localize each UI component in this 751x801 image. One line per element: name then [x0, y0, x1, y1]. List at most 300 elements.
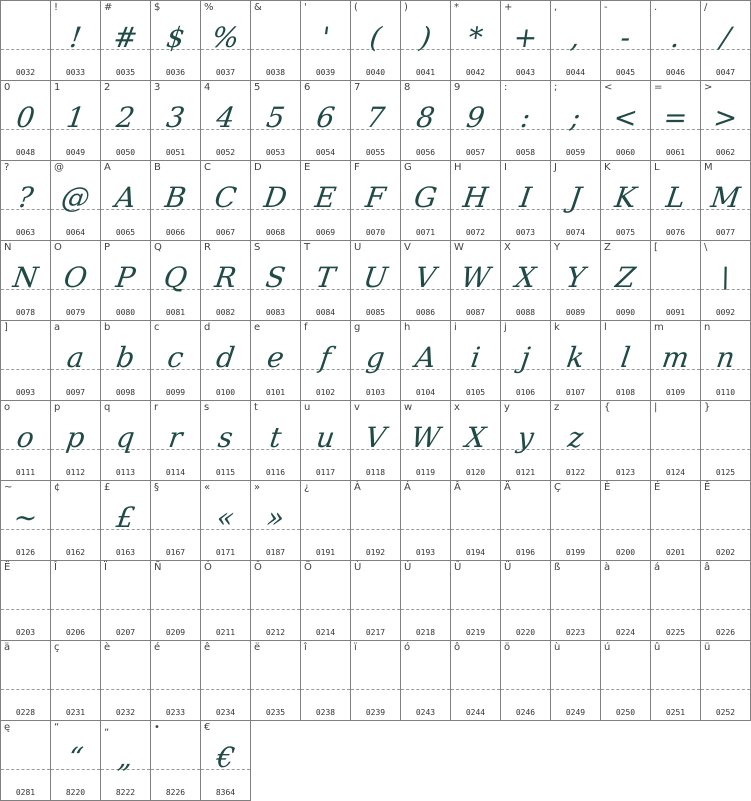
glyph-sample: r — [166, 421, 185, 454]
glyph-cell — [200, 240, 250, 320]
char-code: 8222 — [115, 788, 136, 797]
glyph-cell — [650, 480, 700, 560]
char-label: î — [304, 642, 307, 653]
glyph-cell — [500, 560, 550, 640]
char-label: Ä — [504, 482, 511, 493]
glyph-cell — [100, 400, 150, 480]
char-code: 0057 — [465, 148, 486, 157]
glyph-cell — [50, 480, 100, 560]
baseline-guide — [551, 529, 600, 530]
char-code: 0093 — [15, 388, 36, 397]
char-code: 0059 — [565, 148, 586, 157]
glyph-cell — [400, 0, 450, 80]
glyph-sample: = — [661, 101, 690, 134]
char-label: @ — [54, 162, 64, 173]
glyph-sample: W — [458, 261, 493, 294]
glyph-sample: H — [461, 181, 491, 214]
glyph-sample: M — [708, 181, 743, 214]
char-label: ú — [604, 642, 611, 653]
glyph-sample: £ — [114, 501, 137, 534]
glyph-sample: 8 — [414, 101, 437, 134]
char-code: 0101 — [265, 388, 286, 397]
char-code: 0220 — [515, 628, 536, 637]
char-label: Y — [554, 242, 561, 253]
glyph-cell — [150, 720, 200, 801]
glyph-cell — [450, 400, 500, 480]
glyph-sample: S — [263, 261, 288, 294]
char-label: ; — [554, 82, 558, 93]
glyph-cell — [600, 320, 650, 400]
glyph-sample: f — [318, 341, 334, 374]
glyph-cell — [650, 80, 700, 160]
glyph-cell — [400, 640, 450, 721]
char-code: 8226 — [165, 788, 186, 797]
char-code: 0281 — [15, 788, 36, 797]
char-code: 0238 — [315, 708, 336, 717]
char-code: 0209 — [165, 628, 186, 637]
glyph-cell — [650, 640, 700, 721]
char-code: 0053 — [265, 148, 286, 157]
glyph-sample: g — [364, 341, 387, 374]
baseline-guide — [651, 289, 700, 290]
glyph-sample: B — [162, 181, 189, 214]
char-code: 0211 — [215, 628, 236, 637]
char-code: 0203 — [15, 628, 36, 637]
glyph-cell — [500, 160, 550, 240]
char-label: o — [4, 402, 11, 413]
glyph-sample: « — [214, 501, 237, 534]
char-label: c — [154, 322, 160, 333]
glyph-sample: ? — [15, 181, 36, 214]
baseline-guide — [101, 689, 150, 690]
char-label: - — [604, 2, 608, 13]
char-code: 0078 — [15, 308, 36, 317]
glyph-sample: ' — [319, 21, 332, 54]
glyph-sample: j — [518, 341, 533, 374]
char-code: 0235 — [265, 708, 286, 717]
baseline-guide — [451, 689, 500, 690]
baseline-guide — [601, 449, 650, 450]
glyph-sample: l — [618, 341, 633, 374]
glyph-sample: Z — [613, 261, 638, 294]
glyph-cell — [600, 0, 650, 80]
char-code: 0214 — [315, 628, 336, 637]
char-code: 0111 — [15, 468, 36, 477]
char-code: 0084 — [315, 308, 336, 317]
char-code: 0062 — [715, 148, 736, 157]
char-code: 0082 — [215, 308, 236, 317]
char-code: 0041 — [415, 68, 436, 77]
glyph-cell — [250, 0, 300, 80]
char-label: O — [54, 242, 62, 253]
char-code: 0163 — [115, 548, 136, 557]
baseline-guide — [201, 609, 250, 610]
char-label: N — [4, 242, 12, 253]
glyph-sample: “ — [66, 741, 86, 774]
char-label: ë — [254, 642, 261, 653]
glyph-sample: * — [466, 21, 485, 54]
char-code: 0200 — [615, 548, 636, 557]
char-label: Q — [154, 242, 162, 253]
char-code: 0100 — [215, 388, 236, 397]
glyph-cell — [550, 240, 600, 320]
glyph-sample: X — [513, 261, 538, 294]
glyph-cell — [350, 640, 400, 721]
glyph-sample: U — [361, 261, 390, 294]
char-label: : — [504, 82, 508, 93]
char-label: q — [104, 402, 111, 413]
glyph-sample: ; — [568, 101, 583, 134]
char-code: 0239 — [365, 708, 386, 717]
char-code: 0121 — [515, 468, 536, 477]
char-code: 0122 — [565, 468, 586, 477]
glyph-cell — [350, 400, 400, 480]
char-label: ¿ — [304, 482, 310, 493]
glyph-sample: 3 — [164, 101, 187, 134]
char-label: é — [154, 642, 161, 653]
baseline-guide — [501, 689, 550, 690]
glyph-sample: T — [313, 261, 338, 294]
char-label: w — [404, 402, 413, 413]
char-label: 0 — [4, 82, 11, 93]
char-label: g — [354, 322, 361, 333]
glyph-sample: 1 — [64, 101, 87, 134]
glyph-cell — [200, 480, 250, 560]
char-label: ¢ — [54, 482, 61, 493]
char-label: I — [504, 162, 507, 173]
char-label: ß — [554, 562, 561, 573]
char-label: R — [204, 242, 211, 253]
glyph-sample: R — [212, 261, 239, 294]
char-label: W — [454, 242, 464, 253]
glyph-cell — [550, 560, 600, 640]
char-code: 0063 — [15, 228, 36, 237]
baseline-guide — [251, 609, 300, 610]
glyph-cell — [500, 480, 550, 560]
glyph-sample: » — [264, 501, 287, 534]
char-code: 0046 — [665, 68, 686, 77]
char-label: è — [104, 642, 111, 653]
char-code: 0244 — [465, 708, 486, 717]
char-label: $ — [154, 2, 161, 13]
glyph-cell — [300, 400, 350, 480]
glyph-cell — [250, 160, 300, 240]
glyph-cell — [200, 560, 250, 640]
char-code: 0206 — [65, 628, 86, 637]
glyph-cell — [250, 640, 300, 721]
char-label: j — [504, 322, 507, 333]
char-label: ö — [504, 642, 511, 653]
glyph-sample: c — [165, 341, 186, 374]
glyph-cell — [250, 80, 300, 160]
glyph-sample: ) — [417, 21, 434, 54]
char-label: F — [354, 162, 360, 173]
char-code: 0107 — [565, 388, 586, 397]
glyph-cell — [200, 320, 250, 400]
char-code: 0077 — [715, 228, 736, 237]
baseline-guide — [601, 689, 650, 690]
glyph-cell — [100, 480, 150, 560]
glyph-sample: t — [267, 421, 284, 454]
char-label: d — [204, 322, 211, 333]
char-label: ô — [454, 642, 461, 653]
glyph-cell — [650, 240, 700, 320]
char-code: 0065 — [115, 228, 136, 237]
char-label: È — [604, 482, 611, 493]
char-label: 2 — [104, 82, 111, 93]
glyph-cell — [150, 160, 200, 240]
glyph-cell — [150, 480, 200, 560]
glyph-sample: F — [363, 181, 388, 214]
glyph-sample: : — [518, 101, 533, 134]
char-label: ù — [554, 642, 561, 653]
char-label: . — [654, 2, 658, 13]
glyph-cell — [450, 160, 500, 240]
glyph-cell — [100, 560, 150, 640]
char-code: 0072 — [465, 228, 486, 237]
glyph-cell — [450, 80, 500, 160]
glyph-cell — [550, 80, 600, 160]
char-label: H — [454, 162, 462, 173]
char-code: 0076 — [665, 228, 686, 237]
glyph-cell — [200, 400, 250, 480]
char-code: 0099 — [165, 388, 186, 397]
char-label: • — [154, 722, 160, 733]
glyph-cell — [600, 400, 650, 480]
char-label: á — [654, 562, 661, 573]
glyph-cell — [250, 400, 300, 480]
char-label: Ü — [504, 562, 512, 573]
char-code: 0252 — [715, 708, 736, 717]
char-label: ę — [4, 722, 11, 733]
glyph-sample: a — [64, 341, 87, 374]
char-label: T — [304, 242, 311, 253]
baseline-guide — [151, 689, 200, 690]
char-code: 0113 — [115, 468, 136, 477]
char-label: Ï — [104, 562, 107, 573]
glyph-cell — [650, 560, 700, 640]
char-code: 0118 — [365, 468, 386, 477]
baseline-guide — [351, 689, 400, 690]
char-label: É — [654, 482, 661, 493]
glyph-cell — [650, 320, 700, 400]
glyph-sample: 2 — [114, 101, 137, 134]
glyph-cell — [700, 480, 751, 560]
char-code: 0251 — [665, 708, 686, 717]
char-code: 0114 — [165, 468, 186, 477]
char-label: À — [354, 482, 361, 493]
glyph-sample: o — [14, 421, 37, 454]
glyph-cell — [450, 560, 500, 640]
char-code: 0232 — [115, 708, 136, 717]
char-label: b — [104, 322, 111, 333]
char-label: P — [104, 242, 111, 253]
glyph-cell — [50, 240, 100, 320]
baseline-guide — [1, 369, 50, 370]
char-label: Ñ — [154, 562, 162, 573]
baseline-guide — [701, 609, 750, 610]
glyph-sample: 7 — [364, 101, 387, 134]
glyph-cell — [500, 240, 550, 320]
char-code: 0087 — [465, 308, 486, 317]
char-code: 0098 — [115, 388, 136, 397]
glyph-sample: D — [262, 181, 290, 214]
char-code: 0056 — [415, 148, 436, 157]
char-code: 8220 — [65, 788, 86, 797]
glyph-cell — [700, 160, 751, 240]
glyph-sample: ( — [367, 21, 384, 54]
char-code: 0104 — [415, 388, 436, 397]
char-code: 0191 — [315, 548, 336, 557]
char-label: L — [654, 162, 660, 173]
char-code: 0050 — [115, 148, 136, 157]
baseline-guide — [101, 609, 150, 610]
glyph-sample: A — [113, 181, 138, 214]
glyph-cell — [150, 400, 200, 480]
char-code: 0070 — [365, 228, 386, 237]
baseline-guide — [651, 529, 700, 530]
glyph-cell — [450, 320, 500, 400]
char-label: Ö — [304, 562, 312, 573]
baseline-guide — [451, 609, 500, 610]
char-label: x — [454, 402, 460, 413]
glyph-sample: d — [214, 341, 237, 374]
char-code: 0116 — [265, 468, 286, 477]
glyph-sample: n — [714, 341, 737, 374]
char-code: 0228 — [15, 708, 36, 717]
glyph-sample: L — [663, 181, 688, 214]
glyph-cell — [300, 640, 350, 721]
char-code: 0167 — [165, 548, 186, 557]
char-code: 0054 — [315, 148, 336, 157]
glyph-cell — [300, 80, 350, 160]
glyph-sample: 4 — [214, 101, 237, 134]
char-label: € — [204, 722, 211, 733]
char-code: 0073 — [515, 228, 536, 237]
char-code: 0071 — [415, 228, 436, 237]
baseline-guide — [401, 529, 450, 530]
glyph-cell — [0, 480, 50, 560]
baseline-guide — [401, 689, 450, 690]
glyph-cell — [0, 160, 50, 240]
glyph-sample: X — [463, 421, 488, 454]
char-label: / — [704, 2, 708, 13]
glyph-cell — [100, 0, 150, 80]
glyph-cell — [650, 160, 700, 240]
baseline-guide — [151, 769, 200, 770]
glyph-cell — [550, 640, 600, 721]
char-code: 0079 — [65, 308, 86, 317]
glyph-cell — [400, 320, 450, 400]
char-code: 0225 — [665, 628, 686, 637]
char-label: ] — [4, 322, 8, 333]
glyph-cell — [700, 80, 751, 160]
char-label: { — [604, 402, 611, 413]
char-code: 0125 — [715, 468, 736, 477]
baseline-guide — [501, 529, 550, 530]
glyph-cell — [100, 80, 150, 160]
char-code: 0106 — [515, 388, 536, 397]
char-label: û — [654, 642, 661, 653]
char-code: 0035 — [115, 68, 136, 77]
baseline-guide — [1, 769, 50, 770]
glyph-cell — [350, 480, 400, 560]
char-label: ) — [404, 2, 408, 13]
glyph-cell — [150, 0, 200, 80]
char-label: £ — [104, 482, 111, 493]
char-label: m — [654, 322, 664, 333]
glyph-sample: + — [511, 21, 540, 54]
baseline-guide — [701, 689, 750, 690]
char-label: C — [204, 162, 211, 173]
glyph-cell — [100, 240, 150, 320]
glyph-sample: O — [61, 261, 90, 294]
char-label: V — [404, 242, 411, 253]
char-code: 0052 — [215, 148, 236, 157]
glyph-sample: > — [711, 101, 740, 134]
char-code: 0123 — [615, 468, 636, 477]
char-code: 0246 — [515, 708, 536, 717]
glyph-cell — [350, 320, 400, 400]
glyph-sample: k — [564, 341, 587, 374]
char-label: 4 — [204, 82, 211, 93]
glyph-sample: @ — [59, 181, 92, 214]
glyph-cell — [550, 0, 600, 80]
char-code: 0061 — [665, 148, 686, 157]
char-code: 0090 — [615, 308, 636, 317]
glyph-cell — [650, 0, 700, 80]
char-code: 0103 — [365, 388, 386, 397]
char-label: J — [554, 162, 557, 173]
glyph-cell — [200, 0, 250, 80]
char-code: 0038 — [265, 68, 286, 77]
char-label: f — [304, 322, 308, 333]
char-code: 0105 — [465, 388, 486, 397]
glyph-sample: J — [567, 181, 584, 214]
char-label: Ë — [4, 562, 11, 573]
char-label: « — [204, 482, 211, 493]
char-label: | — [654, 402, 658, 413]
char-label: Ç — [554, 482, 561, 493]
glyph-sample: E — [313, 181, 339, 214]
char-code: 0193 — [415, 548, 436, 557]
glyph-sample: V — [413, 261, 438, 294]
baseline-guide — [451, 529, 500, 530]
glyph-cell — [600, 560, 650, 640]
char-code: 0108 — [615, 388, 636, 397]
glyph-cell — [100, 640, 150, 720]
glyph-sample: 6 — [314, 101, 337, 134]
glyph-cell — [0, 240, 50, 320]
char-code: 0033 — [65, 68, 86, 77]
char-code: 0201 — [665, 548, 686, 557]
glyph-cell — [50, 640, 100, 720]
glyph-cell — [250, 240, 300, 320]
glyph-sample: ~ — [11, 501, 40, 534]
char-label: & — [254, 2, 262, 13]
char-code: 0086 — [415, 308, 436, 317]
char-label: ' — [304, 2, 307, 13]
char-code: 0067 — [215, 228, 236, 237]
char-code: 8364 — [215, 788, 236, 797]
char-code: 0044 — [565, 68, 586, 77]
char-code: 0223 — [565, 628, 586, 637]
char-label: 7 — [354, 82, 361, 93]
char-label: = — [654, 82, 663, 93]
glyph-cell — [600, 240, 650, 320]
glyph-cell — [300, 240, 350, 320]
glyph-cell — [50, 560, 100, 640]
